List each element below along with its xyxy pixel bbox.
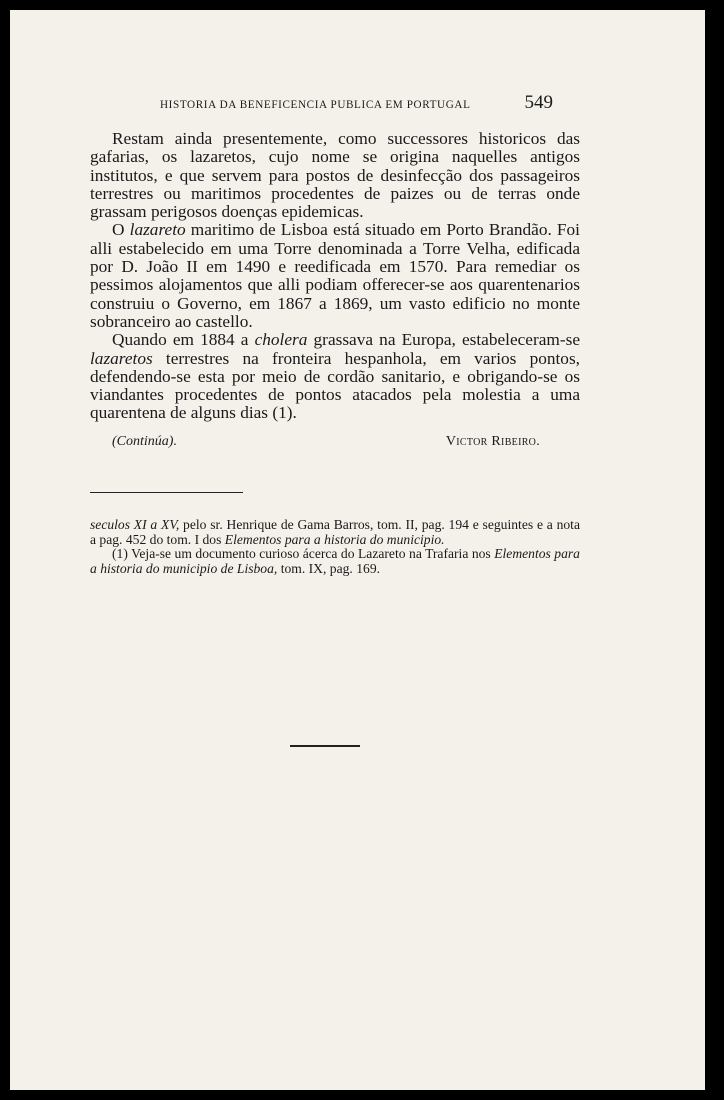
p3-lazaretos: lazaretos [90, 348, 153, 368]
footnotes [90, 518, 580, 576]
footnote-1 [90, 547, 580, 576]
p3-cholera: cholera [254, 330, 308, 350]
p2-rest: maritimo de Lisboa está situado em Porto Brandão. Foi alli estabelecido em uma Torre denominada a Torre Velha, edificada por D. João II em 1490 e reedificada em 1570. Para remediar os pessimos alojamentos que alli podiam offerecer-se aos quarentenarios construiu o Governo, em 1867 a 1869, um vasto edificio no monte sobranceiro ao castello. [90, 220, 580, 331]
signature-line [90, 433, 580, 451]
document-page [10, 10, 705, 1090]
page-header [160, 92, 553, 114]
paragraph-1: Restam ainda presentemente, como successores historicos das gafarias, os lazaretos, cujo nome se origina naquelles antigos institutos, e que servem para postos de desinfecção dos passageiros terrestres ou maritimos procedentes de paizes ou de terras onde grassam perigosos doenças epidemicas. [90, 129, 580, 222]
n2-b: tom. IX, pag. 169. [277, 560, 381, 576]
n1-italic2: Elementos para a historia do municipio. [224, 531, 445, 547]
p3-c: terrestres na fronteira hespanhola, em varios pontos, defendendo-se esta por meio de cordão sanitario, e obrigando-se os viandantes procedentes de pontos atacados pela molestia a uma quarentena de alguns dias (1). [90, 348, 580, 423]
paragraph-3 [90, 331, 580, 422]
n2-a: (1) Veja-se um documento curioso ácerca do Lazareto na Trafaria nos [112, 546, 495, 561]
p2-prefix: O [112, 220, 130, 240]
p2-italic: lazareto [129, 220, 186, 240]
page-number: 549 [524, 92, 553, 113]
n1-italic: seculos XI a XV, [90, 517, 180, 532]
running-title: HISTORIA DA BENEFICENCIA PUBLICA EM PORTUGAL [160, 99, 471, 111]
n2-italic: Elementos para a historia do municipio de Lisboa, [90, 546, 580, 576]
footnote-rule [90, 492, 243, 493]
body-text [90, 130, 580, 451]
paragraph-2 [90, 221, 580, 331]
n1-a: pelo sr. Henrique de Gama Barros, tom. II, pag. 194 e seguintes e a nota a pag. 452 do tom. I dos [90, 517, 580, 547]
author-name: Victor Ribeiro. [445, 433, 540, 449]
section-end-rule [290, 745, 360, 747]
p3-a: Quando em 1884 a [112, 330, 255, 350]
p3-b: grassava na Europa, estabeleceram-se [307, 330, 580, 350]
continua-label: (Continúa). [112, 433, 177, 449]
footnote-continued [90, 518, 580, 547]
